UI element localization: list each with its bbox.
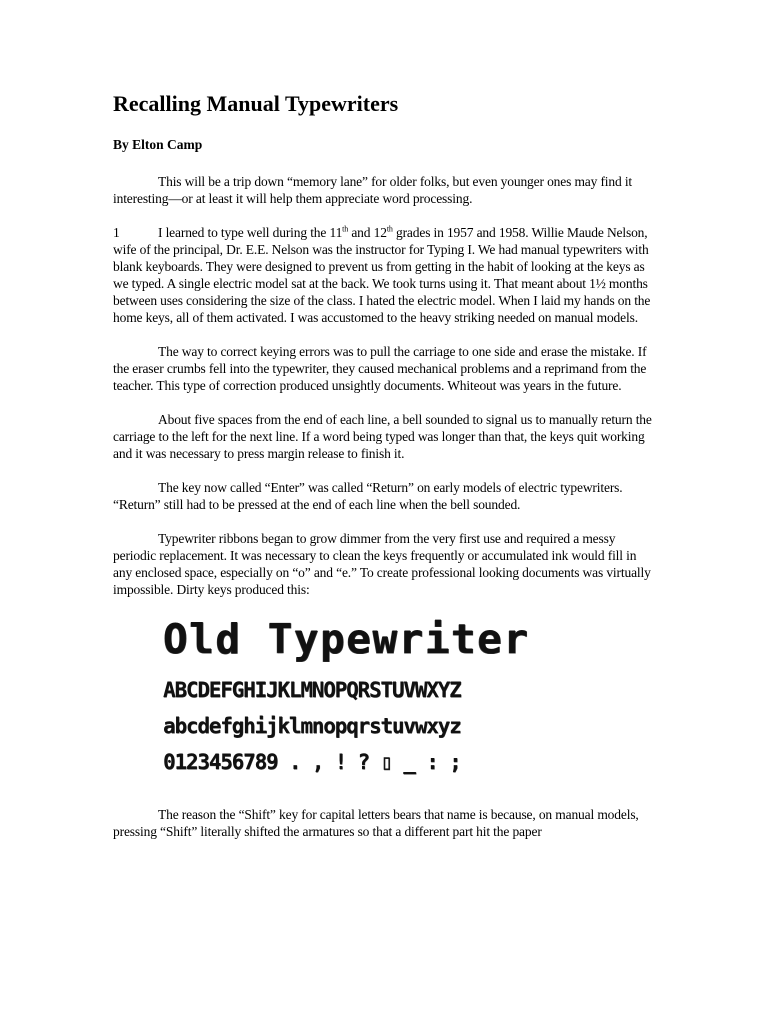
intro-text: This will be a trip down “memory lane” for older folks, but even younger ones may find it interesting—or at least it will help them appreciate word processing. [113,174,633,206]
paragraph-3: About five spaces from the end of each line, a bell sounded to signal us to manually return the carriage to the left for the next line. If a word being typed was longer than that, the keys quit working and it was necessary to press margin release to finish it. [113,412,652,461]
paragraph-5: Typewriter ribbons began to grow dimmer from the very first use and required a messy periodic replacement. It was necessary to clean the keys frequently or accumulated ink would fill in any enclosed space, especially on “o” and “e.” To create professional looking documents was virtually impossible. Dirty keys produced this: [113,531,651,597]
sample-digits: 0123456789 . , ! ? ▯ _ : ; [163,750,461,774]
intro-paragraph [113,173,653,207]
paragraph-1: 1 I learned to type well during the 11th and 12th grades in 1957 and 1958. Willie Maude Nelson, wife of the principal, Dr. E.E. Nelson was the instructor for Typing I. We had manual typewriters with blank keyboards. They were designed to prevent us from getting in the habit of looking at the keys as we typed. A single electric model sat at the back. We took turns using it. That meant about 1½ months between uses considering the size of the class. I hated the electric model. When I laid my hands on the home keys, all of them activated. I was accustomed to the heavy striking needed on manual models. [113,224,651,325]
sample-uppercase: ABCDEFGHIJKLMNOPQRSTUVWXYZ [163,678,461,702]
sample-lowercase: abcdefghijklmnopqrstuvwxyz [163,714,461,738]
typewriter-font-sample [163,612,603,780]
author-byline: By Elton Camp [113,137,203,152]
paragraph-4: The key now called “Enter” was called “Return” on early models of electric typewriters. “Return” still had to be pressed at the end of each line when the bell sounded. [113,480,623,512]
paragraph-6: The reason the “Shift” key for capital letters bears that name is because, on manual models, pressing “Shift” literally shifted the armatures so that a different part hit the paper [113,807,639,839]
paragraph-2: The way to correct keying errors was to pull the carriage to one side and erase the mistake. If the eraser crumbs fell into the typewriter, they caused mechanical problems and a reprimand from the teacher. This type of correction produced unsightly documents. Whiteout was years in the future. [113,344,647,393]
paragraph-number: 1 [113,225,120,240]
document-title: Recalling Manual Typewriters [113,91,399,116]
sample-heading: Old Typewriter [163,615,530,663]
document-page [113,90,653,840]
